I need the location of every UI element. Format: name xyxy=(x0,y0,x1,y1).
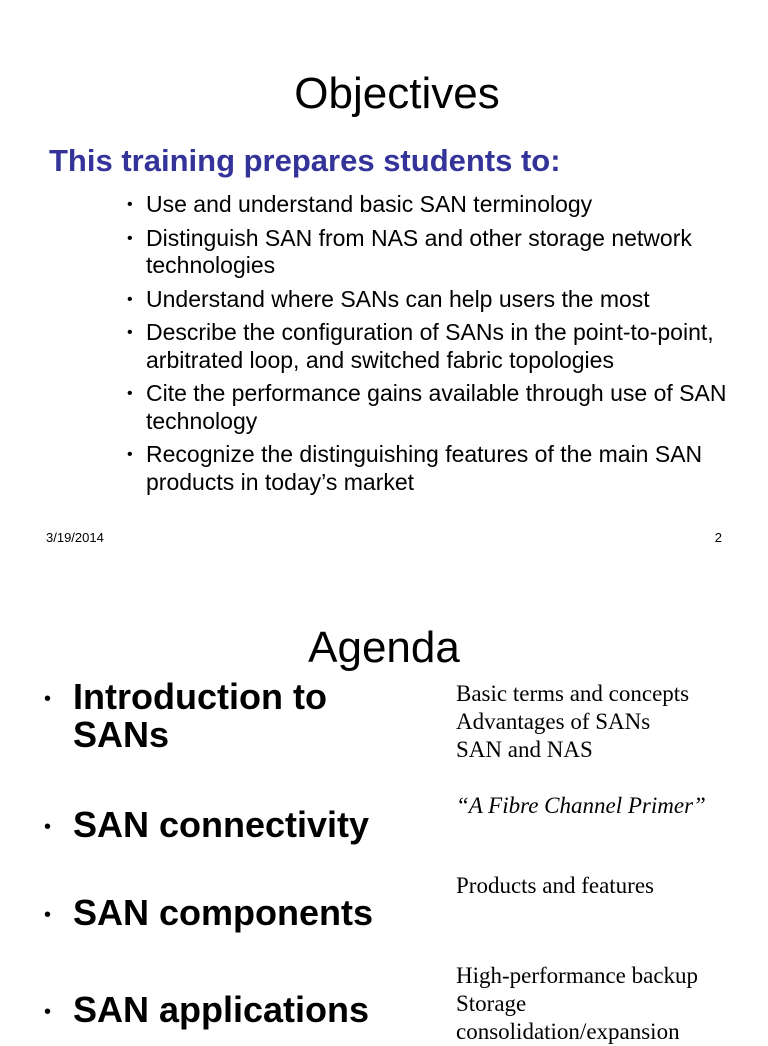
objectives-list xyxy=(127,191,727,502)
bullet-icon: • xyxy=(127,196,133,213)
agenda-note: High-performance backup xyxy=(456,963,699,988)
list-item xyxy=(127,441,727,496)
agenda-notes xyxy=(456,792,756,820)
list-item xyxy=(127,191,727,219)
objective-text: Describe the configuration of SANs in the point-to-point, arbitrated loop, and switched fabric topologies xyxy=(146,319,714,373)
agenda-item: SAN components xyxy=(73,892,374,933)
objective-text: Understand where SANs can help users the most xyxy=(146,285,650,312)
bullet-icon: • xyxy=(127,385,133,402)
agenda-notes xyxy=(456,872,756,900)
objective-text: Use and understand basic SAN terminology xyxy=(146,191,593,217)
bullet-icon: • xyxy=(44,1001,52,1023)
bullet-icon: • xyxy=(44,904,52,926)
bullet-icon: • xyxy=(127,290,133,308)
agenda-note: consolidation/expansion xyxy=(456,1019,680,1044)
list-item xyxy=(127,286,727,314)
intro-heading: This training prepares students to: xyxy=(49,143,561,178)
bullet-icon: • xyxy=(127,446,133,463)
agenda-note: “A Fibre Channel Primer” xyxy=(456,793,706,818)
agenda-item: Introduction to SANs xyxy=(73,676,327,755)
agenda-item: SAN applications xyxy=(73,989,370,1030)
list-item xyxy=(127,380,727,435)
objective-text: Distinguish SAN from NAS and other storage network technologies xyxy=(146,224,692,278)
agenda-item: SAN connectivity xyxy=(73,804,370,845)
agenda-note: Advantages of SANs xyxy=(456,709,651,734)
agenda-slide xyxy=(0,596,768,1044)
agenda-note: SAN and NAS xyxy=(456,737,593,762)
page-number: 2 xyxy=(714,530,722,545)
slide-title: Objectives xyxy=(294,69,500,118)
objective-text: Recognize the distinguishing features of the main SAN products in today’s market xyxy=(146,441,703,495)
list-item xyxy=(127,225,727,280)
agenda-note: Products and features xyxy=(456,873,654,898)
bullet-icon: • xyxy=(127,324,133,341)
agenda-note: Basic terms and concepts xyxy=(456,681,690,706)
agenda-notes xyxy=(456,680,756,764)
list-item xyxy=(127,319,727,374)
bullet-icon: • xyxy=(44,816,52,838)
slide-date: 3/19/2014 xyxy=(46,530,104,545)
slide-title: Agenda xyxy=(308,623,460,672)
bullet-icon: • xyxy=(127,229,133,247)
objective-text: Cite the performance gains available through use of SAN technology xyxy=(146,380,727,434)
agenda-note: Storage xyxy=(456,991,527,1016)
agenda-notes xyxy=(456,962,756,1046)
bullet-icon: • xyxy=(44,688,52,710)
